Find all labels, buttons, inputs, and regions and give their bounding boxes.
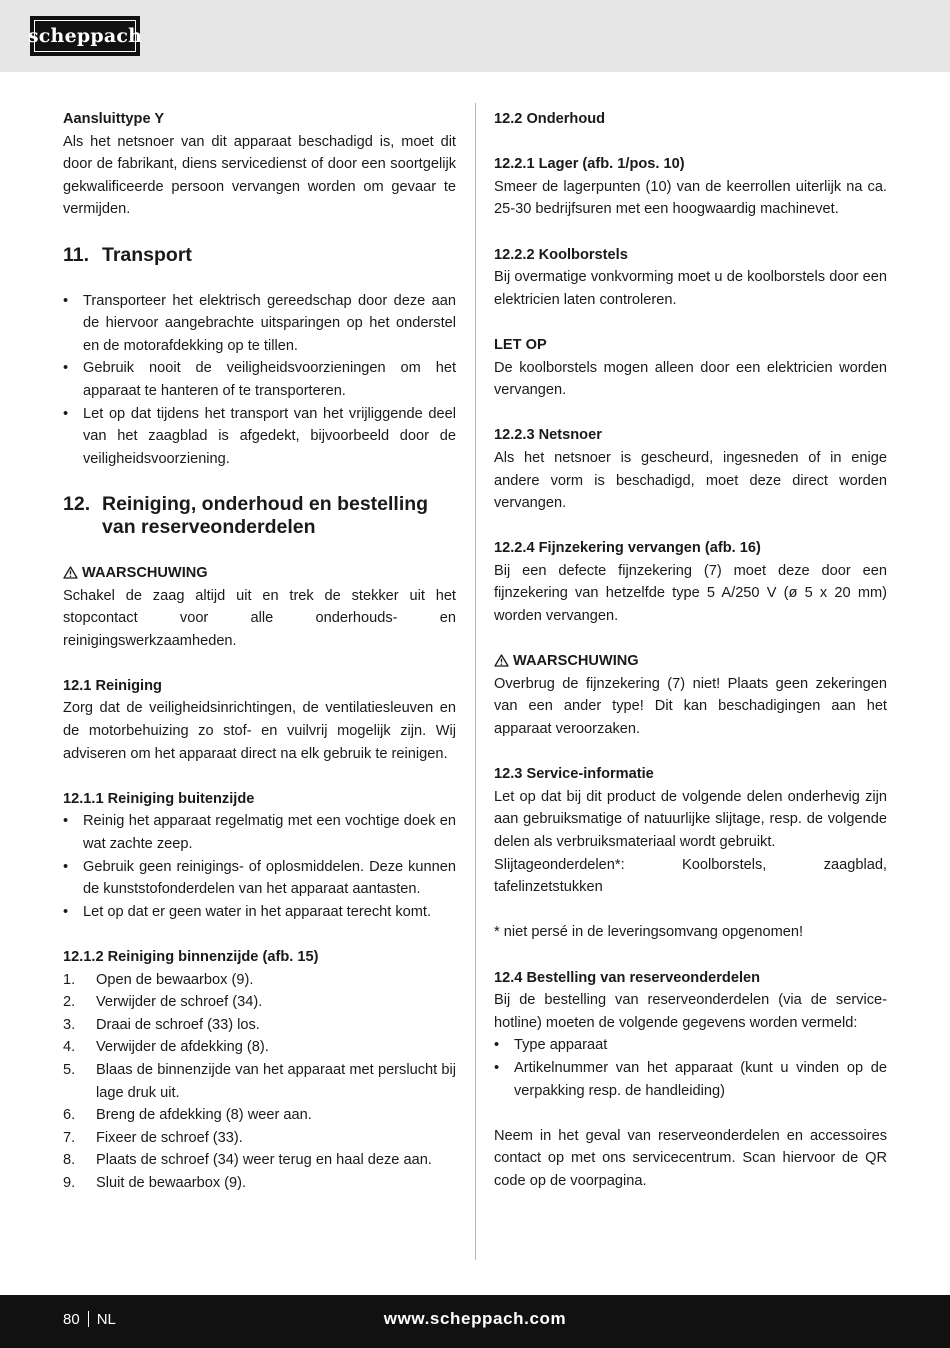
transport-heading: [63, 244, 456, 267]
list-item: • Gebruik geen reinigings- of oplosmiddelen. Deze kunnen de kunststofonderdelen van het apparaat aantasten.: [63, 856, 456, 901]
list-item: • Let op dat tijdens het transport van het vrijliggende deel van het zaagblad is afgedekt, bijvoorbeeld door de veiligheidsvoorziening.: [63, 403, 456, 471]
list-item: [63, 1172, 456, 1195]
transport-heading-number: 11.: [63, 243, 90, 266]
lager-title: 12.2.1 Lager (afb. 1/pos. 10): [494, 156, 685, 173]
warning-cleaning-body: Schakel de zaag altijd uit en trek de stekker uit het stopcontact voor alle onderhouds- en reinigingswerkzaamheden.: [63, 587, 456, 649]
step-text: Sluit de bewaarbox (9).: [96, 1174, 247, 1191]
transport-heading-title: Transport: [102, 243, 192, 266]
bestelling-list: [494, 1034, 887, 1102]
spacer: [494, 899, 887, 922]
list-item: [63, 991, 456, 1014]
koolborstels-section: [494, 244, 887, 312]
netsnoer-title: 12.2.3 Netsnoer: [494, 427, 602, 444]
list-item: [63, 1149, 456, 1172]
list-item: [63, 1036, 456, 1059]
service-slijtage: Slijtageonderdelen*: Koolborstels, zaagblad, tafelinzetstukken: [494, 856, 887, 896]
list-item: • Artikelnummer van het apparaat (kunt u vinden op de verpakking resp. de handleiding): [494, 1057, 887, 1102]
bestelling-title: 12.4 Bestelling van reserveonderdelen: [494, 969, 761, 986]
lager-section: [494, 153, 887, 221]
page-number: 80: [63, 1311, 80, 1328]
section-12-heading: [63, 493, 456, 539]
step-text: Draai de schroef (33) los.: [96, 1016, 260, 1033]
page-footer: [0, 1295, 950, 1348]
fijnzekering-body: Bij een defecte fijnzekering (7) moet deze door een fijnzekering van hetzelfde type 5 A/250 V (ø 5 x 20 mm) worden vervangen.: [494, 562, 887, 625]
koolborstels-title: 12.2.2 Koolborstels: [494, 246, 628, 263]
reiniging-title: 12.1 Reiniging: [63, 677, 162, 694]
list-item: [63, 1014, 456, 1037]
reiniging-section: [63, 675, 456, 765]
page-header: [0, 0, 950, 72]
section-12-heading-number: 12.: [63, 492, 91, 515]
section-12-heading-title: Reiniging, onderhoud en bestelling van reserveonderdelen: [102, 492, 429, 538]
warning-triangle-icon: [63, 566, 78, 579]
service-section: [494, 763, 887, 944]
scheppach-logo: [27, 16, 143, 56]
binnenzijde-title: 12.1.2 Reiniging binnenzijde (afb. 15): [63, 949, 319, 965]
step-text: Breng de afdekking (8) weer aan.: [96, 1107, 312, 1124]
list-item: • Reinig het apparaat regelmatig met een vochtige doek en wat zachte zeep.: [63, 810, 456, 855]
step-text: Verwijder de afdekking (8).: [96, 1039, 269, 1056]
warning-fuse: [494, 650, 887, 740]
netsnoer-body: Als het netsnoer is gescheurd, ingesneden of in enige andere vorm is beschadigd, moet deze direct worden vervangen.: [494, 449, 887, 512]
step-number: 7.: [63, 1129, 76, 1146]
letop-body: De koolborstels mogen alleen door een elektricien worden vervangen.: [494, 359, 887, 399]
language-code: NL: [96, 1311, 116, 1328]
list-item: • Type apparaat: [494, 1034, 887, 1057]
step-text: Fixeer de schroef (33).: [96, 1129, 243, 1146]
list-item: • Transporteer het elektrisch gereedschap door deze aan de hiervoor aangebrachte uitsparingen op het onderstel en de motorafdekking op te tillen.: [63, 290, 456, 358]
koolborstels-body: Bij overmatige vonkvorming moet u de koolborstels door een elektricien laten controleren.: [494, 269, 887, 308]
list-item: [63, 1104, 456, 1127]
step-text: Verwijder de schroef (34).: [96, 994, 263, 1011]
warning-fuse-body: Overbrug de fijnzekering (7) niet! Plaats geen zekeringen van een ander type! Dit kan beschadigingen aan het apparaat veroorzaken.: [494, 675, 887, 738]
column-divider: [475, 103, 476, 1260]
bestelling-body: Bij de bestelling van reserveonderdelen (via de service-hotline) moeten de volgende gegevens worden vermeld:: [494, 992, 887, 1031]
lager-body: Smeer de lagerpunten (10) van de keerrollen uiterlijk na ca. 25-30 bedrijfsuren met een hoogwaardig machinevet.: [494, 178, 887, 218]
warning-fuse-title: WAARSCHUWING: [513, 653, 639, 670]
aansluittype-body: Als het netsnoer van dit apparaat beschadigd is, moet dit door de fabrikant, diens servicedienst of door een soortgelijk gekwalificeerde persoon vervangen worden om gevaar te vermijden.: [63, 133, 456, 218]
transport-list: [63, 290, 456, 471]
warning-cleaning-title: WAARSCHUWING: [82, 564, 208, 581]
logo-frame: [27, 20, 143, 52]
step-number: 9.: [63, 1174, 76, 1191]
left-column: [63, 108, 456, 1217]
step-number: 6.: [63, 1107, 76, 1124]
list-item: • Gebruik nooit de veiligheidsvoorzieningen om het apparaat te hanteren of te transporteren.: [63, 357, 456, 402]
logo-text: scheppach: [27, 25, 143, 47]
service-note: * niet persé in de leveringsomvang opgenomen!: [494, 924, 804, 941]
right-column: [494, 108, 887, 1193]
warning-triangle-icon: [494, 654, 509, 667]
step-number: 4.: [63, 1039, 76, 1056]
step-number: 3.: [63, 1016, 76, 1033]
step-number: 8.: [63, 1152, 76, 1169]
step-text: Blaas de binnenzijde van het apparaat met perslucht bij lage druk uit.: [96, 1061, 456, 1101]
step-number: 5.: [63, 1061, 76, 1078]
step-number: 1.: [63, 971, 76, 988]
list-item: [63, 969, 456, 992]
buitenzijde-title: 12.1.1 Reiniging buitenzijde: [63, 790, 255, 807]
aansluittype-section: [63, 108, 456, 221]
bestelling-closing: Neem in het geval van reserveonderdelen en accessoires contact op met ons servicecentrum. Scan hiervoor de QR code op de voorpagina.: [494, 1127, 887, 1189]
onderhoud-title: 12.2 Onderhoud: [494, 111, 606, 127]
website-link[interactable]: www.scheppach.com: [383, 1309, 567, 1328]
step-text: Open de bewaarbox (9).: [96, 971, 254, 988]
warning-fuse-title-line: [494, 650, 887, 673]
warning-cleaning-title-line: [63, 562, 456, 585]
aansluittype-title: Aansluittype Y: [63, 111, 165, 127]
step-number: 2.: [63, 994, 76, 1011]
service-body: Let op dat bij dit product de volgende delen onderhevig zijn aan gebruiksmatige of natuurlijke slijtage, resp. de volgende delen als verbruiksmateriaal wordt gebruikt.: [494, 788, 887, 850]
onderhoud-section: [494, 108, 887, 131]
letop-section: [494, 334, 887, 402]
service-title: 12.3 Service-informatie: [494, 766, 654, 783]
reiniging-body: Zorg dat de veiligheidsinrichtingen, de ventilatiesleuven en de motorbehuizing zo stof- en vuilvrij mogelijk zijn. Wij adviseren om het apparaat direct na elk gebruik te reinigen.: [63, 700, 456, 762]
letop-title: LET OP: [494, 336, 547, 353]
list-item: [63, 1127, 456, 1150]
list-item: [63, 1059, 456, 1104]
fijnzekering-section: [494, 537, 887, 627]
binnenzijde-steps: [63, 969, 456, 1195]
fijnzekering-title: 12.2.4 Fijnzekering vervangen (afb. 16): [494, 540, 761, 557]
step-text: Plaats de schroef (34) weer terug en haal deze aan.: [96, 1152, 432, 1169]
buitenzijde-list: [63, 810, 456, 923]
warning-cleaning: [63, 562, 456, 652]
netsnoer-section: [494, 424, 887, 514]
list-item: • Let op dat er geen water in het apparaat terecht komt.: [63, 901, 456, 924]
